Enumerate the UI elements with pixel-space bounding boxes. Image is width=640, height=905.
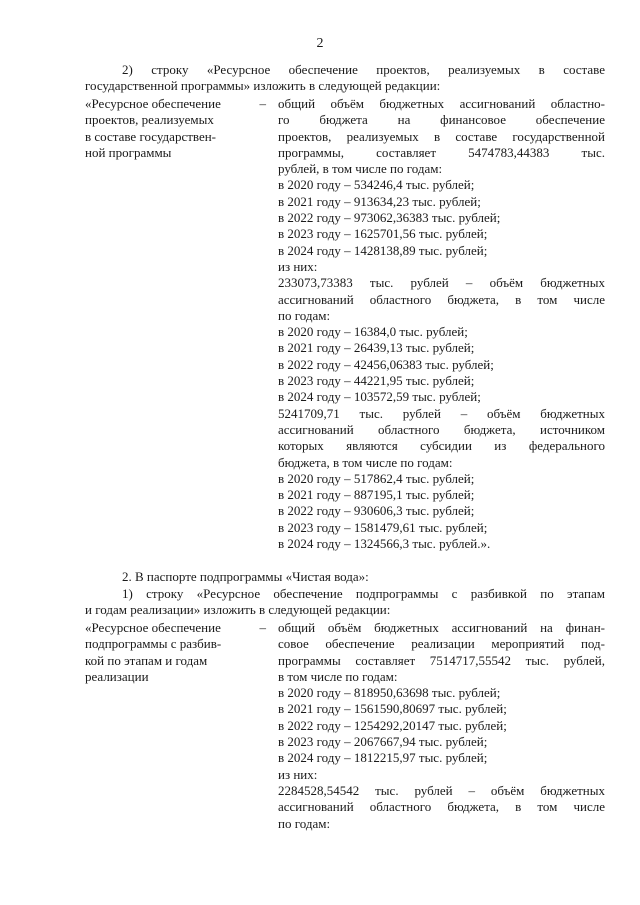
section1-right-line: в 2020 году – 16384,0 тыс. рублей; bbox=[278, 324, 468, 340]
section1-right-line: 233073,73383 тыс. рублей – объём бюджетных bbox=[278, 275, 605, 291]
section2-right-line: в 2022 году – 1254292,20147 тыс. рублей; bbox=[278, 717, 507, 733]
section1-right-line: в 2022 году – 42456,06383 тыс. рублей; bbox=[278, 356, 494, 372]
section1-right-line: общий объём бюджетных ассигнований областно- bbox=[278, 96, 605, 111]
section1-right-column bbox=[278, 96, 605, 552]
section1-right-line: программы, составляет 5474783,44383 тыс. bbox=[278, 144, 605, 160]
section2-right-line: по годам: bbox=[278, 815, 331, 831]
section1-left-line: «Ресурсное обеспечение bbox=[85, 96, 221, 111]
section1-right-line: в 2020 году – 517862,4 тыс. рублей; bbox=[278, 470, 475, 486]
section1-right-line: которых являются субсидии из федерального bbox=[278, 438, 605, 454]
section1-right-line: в 2024 году – 1428138,89 тыс. рублей; bbox=[278, 242, 488, 258]
section2-right-line: из них: bbox=[278, 766, 318, 782]
section1-right-line: ассигнований областного бюджета, в том числе bbox=[278, 291, 605, 307]
section2-heading: 2. В паспорте подпрограммы «Чистая вода»: bbox=[122, 569, 369, 584]
section2-right-line: 2284528,54542 тыс. рублей – объём бюджетных bbox=[278, 782, 605, 798]
section1-right-line: в 2021 году – 913634,23 тыс. рублей; bbox=[278, 193, 481, 209]
section2-right-line: в 2024 году – 1812215,97 тыс. рублей; bbox=[278, 750, 488, 766]
section2-right-line: в 2020 году – 818950,63698 тыс. рублей; bbox=[278, 685, 501, 701]
section1-right-line: в 2024 году – 1324566,3 тыс. рублей.». bbox=[278, 536, 491, 552]
section1-right-line: бюджета, в том числе по годам: bbox=[278, 454, 453, 470]
section1-right-line: в 2020 году – 534246,4 тыс. рублей; bbox=[278, 177, 475, 193]
section1-right-line: в 2021 году – 26439,13 тыс. рублей; bbox=[278, 340, 475, 356]
section2-left-column bbox=[85, 620, 278, 832]
section2-intro-line1: 1) строку «Ресурсное обеспечение подпрограммы с разбивкой по этапам bbox=[122, 586, 605, 601]
section2-right-line: ассигнований областного бюджета, в том числе bbox=[278, 799, 605, 815]
section1-right-line: в 2022 году – 973062,36383 тыс. рублей; bbox=[278, 210, 501, 226]
page-number: 2 bbox=[316, 36, 324, 51]
section2-left-line: «Ресурсное обеспечение bbox=[85, 620, 221, 635]
section1-right-line: в 2023 году – 1625701,56 тыс. рублей; bbox=[278, 226, 488, 242]
section1-right-line: в 2021 году – 887195,1 тыс. рублей; bbox=[278, 487, 475, 503]
section1-resource-block bbox=[85, 96, 605, 552]
section1-left-line: в составе государствен- bbox=[85, 128, 217, 144]
section1-right-line: по годам: bbox=[278, 307, 331, 323]
section2-resource-block bbox=[85, 620, 605, 832]
section2-right-line: в 2021 году – 1561590,80697 тыс. рублей; bbox=[278, 701, 507, 717]
section1-left-column bbox=[85, 96, 278, 552]
section2-right-column bbox=[278, 620, 605, 832]
section1-right-line: в 2024 году – 103572,59 тыс. рублей; bbox=[278, 389, 481, 405]
section2-right-line: в том числе по годам: bbox=[278, 668, 398, 684]
section2-left-line: реализации bbox=[85, 668, 149, 684]
section1-right-line: проектов, реализуемых в составе государственной bbox=[278, 128, 605, 144]
section1-dash: – bbox=[259, 96, 266, 111]
section2-intro bbox=[85, 586, 605, 619]
section1-intro-line1: 2) строку «Ресурсное обеспечение проектов, реализуемых в составе bbox=[122, 62, 605, 77]
section1-right-line: го бюджета на финансовое обеспечение bbox=[278, 112, 605, 128]
section2-intro-line2: и годам реализации» изложить в следующей редакции: bbox=[85, 602, 391, 618]
section1-right-line: в 2023 году – 44221,95 тыс. рублей; bbox=[278, 373, 475, 389]
section1-right-line: в 2022 году – 930606,3 тыс. рублей; bbox=[278, 503, 475, 519]
section2-right-line: совое обеспечение реализации мероприятий под- bbox=[278, 636, 605, 652]
section2-right-line: общий объём бюджетных ассигнований на финан- bbox=[278, 620, 605, 635]
section2-left-line: подпрограммы с разбив- bbox=[85, 636, 222, 652]
section1-right-line: рублей, в том числе по годам: bbox=[278, 161, 443, 177]
section1-left-line: ной программы bbox=[85, 144, 172, 160]
section1-left-line: проектов, реализуемых bbox=[85, 112, 214, 128]
section1-right-line: ассигнований областного бюджета, источником bbox=[278, 421, 605, 437]
section2-left-line: кой по этапам и годам bbox=[85, 652, 208, 668]
section1-intro bbox=[85, 62, 605, 95]
section1-intro-line2: государственной программы» изложить в следующей редакции: bbox=[85, 78, 441, 94]
section1-right-line: 5241709,71 тыс. рублей – объём бюджетных bbox=[278, 405, 605, 421]
section1-right-line: из них: bbox=[278, 258, 318, 274]
section2-dash: – bbox=[259, 620, 266, 635]
section2-right-line: программы составляет 7514717,55542 тыс. рублей, bbox=[278, 652, 605, 668]
section1-right-line: в 2023 году – 1581479,61 тыс. рублей; bbox=[278, 519, 488, 535]
section2-right-line: в 2023 году – 2067667,94 тыс. рублей; bbox=[278, 734, 488, 750]
